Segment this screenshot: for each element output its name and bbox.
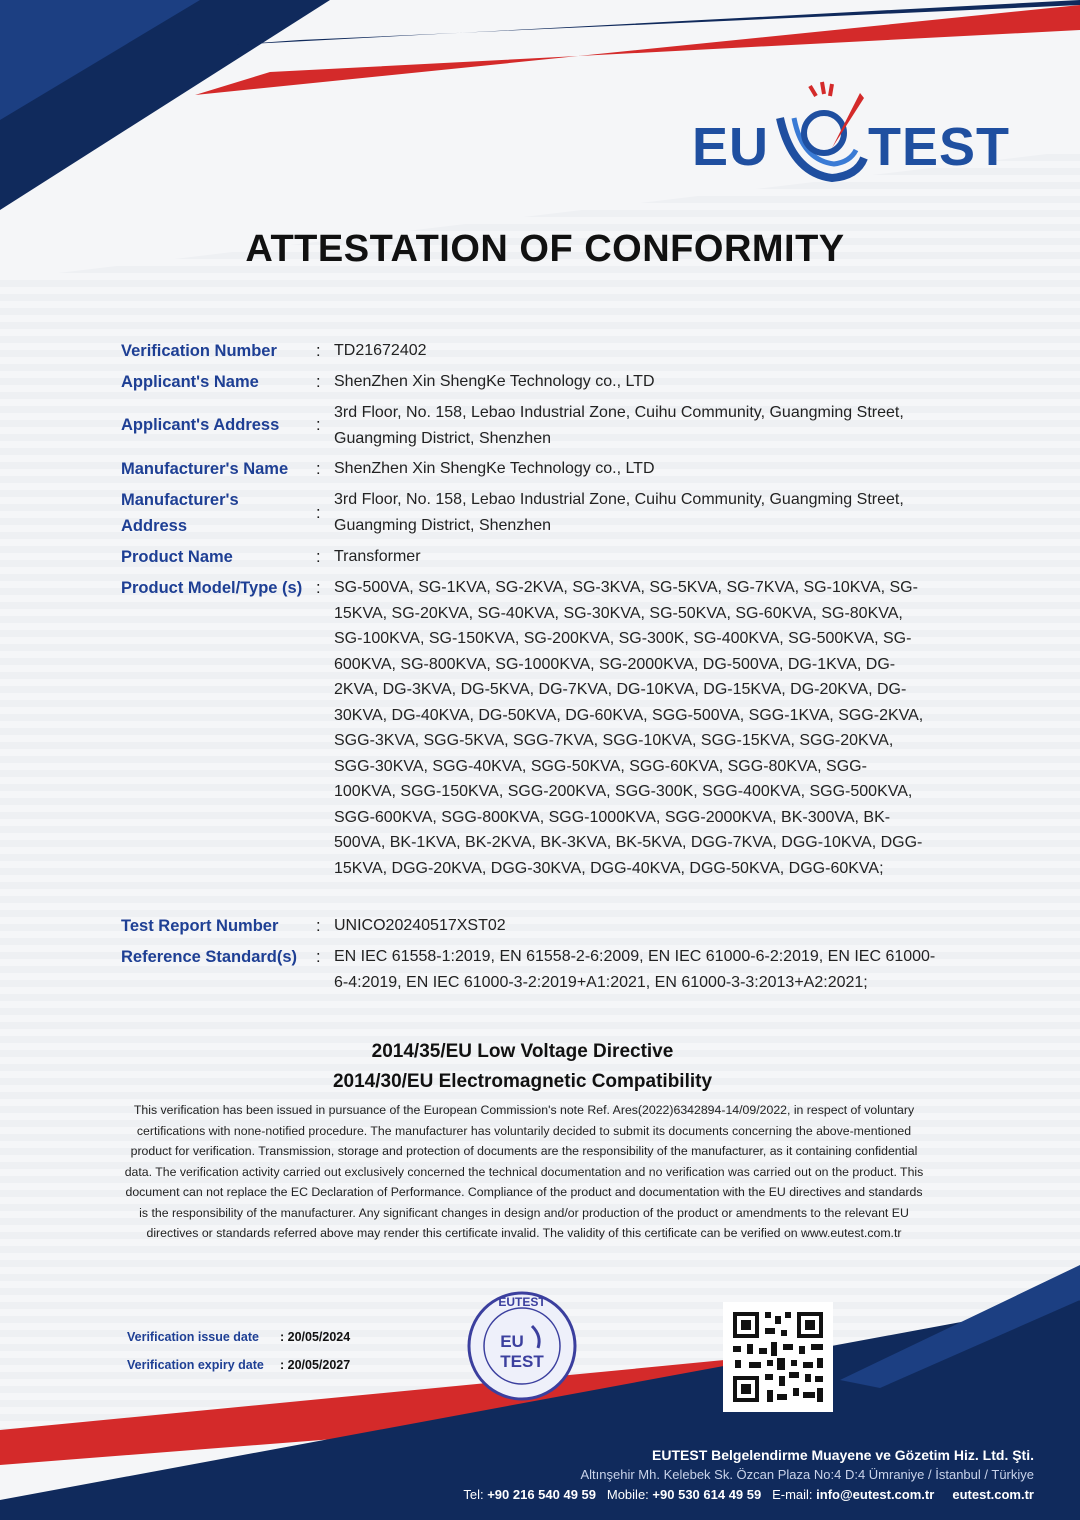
test-report-label: Test Report Number: [121, 917, 279, 935]
directive-emc: 2014/30/EU Electromagnetic Compatibility: [332, 1071, 713, 1092]
logo-text-eu: EU: [692, 117, 770, 177]
colon: :: [316, 373, 321, 391]
manufacturer-address-value: 3rd Floor, No. 158, Lebao Industrial Zone, Cuihu Community, Guangming Street, Guangming District, Shenzhen: [334, 491, 904, 534]
footer-tel[interactable]: +90 216 540 49 59: [487, 1487, 597, 1502]
certificate-title: ATTESTATION OF CONFORMITY: [245, 228, 845, 270]
footer-mobile[interactable]: +90 530 614 49 59: [652, 1487, 762, 1502]
footer-address: Altınşehir Mh. Kelebek Sk. Özcan Plaza No:4 D:4 Ümraniye / İstanbul / Türkiye: [580, 1467, 1034, 1482]
product-model-value: SG-500VA, SG-1KVA, SG-2KVA, SG-3KVA, SG-5KVA, SG-7KVA, SG-10KVA, SG-15KVA, SG-20KVA, SG-40KVA, SG-30KVA, SG-50KVA, SG-60KVA, SG-80KVA, SG-100KVA, SG-150KVA, SG-200KVA, SG-300K, SG-400KVA, SG-500KVA, SG-600KVA, SG-800KVA, SG-1000KVA, SG-2000KVA, DG-500VA, DG-1KVA, DG-2KVA, DG-3KVA, DG-5KVA, DG-7KVA, DG-10KVA, DG-15KVA, DG-20KVA, DG-30KVA, DG-40KVA, DG-50KVA, DG-60KVA, SGG-500VA, SGG-1KVA, SGG-2KVA, SGG-3KVA, SGG-5KVA, SGG-7KVA, SGG-10KVA, SGG-15KVA, SGG-20KVA, SGG-30KVA, SGG-40KVA, SGG-50KVA, SGG-60KVA, SGG-80KVA, SGG-100KVA, SGG-150KVA, SGG-200KVA, SGG-300K, SGG-400KVA, SGG-500KVA, SGG-600KVA, SGG-800KVA, SGG-1000KVA, SGG-2000KVA, BK-300VA, BK-500VA, BK-1KVA, BK-2KVA, BK-3KVA, BK-5KVA, DGG-7KVA, DGG-10KVA, DGG-15KVA, DGG-20KVA, DGG-30KVA, DGG-40KVA, DGG-50KVA, DGG-60KVA;: [334, 579, 924, 877]
applicant-address-value: 3rd Floor, No. 158, Lebao Industrial Zone, Cuihu Community, Guangming Street, Guangming District, Shenzhen: [334, 404, 904, 447]
product-name-value: Transformer: [334, 548, 421, 565]
footer-website[interactable]: eutest.com.tr: [952, 1487, 1034, 1502]
product-model-label: Product Model/Type (s): [121, 579, 303, 597]
applicant-address-label: Applicant's Address: [121, 416, 280, 434]
footer-tel-label: Tel:: [463, 1487, 484, 1502]
applicant-name-value: ShenZhen Xin ShengKe Technology co., LTD: [334, 373, 655, 390]
issue-date-label: Verification issue date: [127, 1330, 259, 1344]
reference-standards-value: EN IEC 61558-1:2019, EN 61558-2-6:2009, EN IEC 61000-6-2:2019, EN IEC 61000-6-4:2019, EN IEC 61000-3-2:2019+A1:2021, EN 61000-3-3:2013+A2:2021;: [334, 948, 936, 991]
colon: :: [316, 416, 321, 434]
footer-mobile-label: Mobile:: [606, 1487, 649, 1502]
directive-lvd: 2014/35/EU Low Voltage Directive: [371, 1041, 674, 1062]
colon: :: [316, 548, 321, 566]
verification-number-value: TD21672402: [334, 342, 427, 359]
stamp-ring-text: EUTEST: [498, 1295, 546, 1309]
verification-qr-code[interactable]: [723, 1302, 833, 1412]
manufacturer-address-label-line2: Address: [121, 517, 188, 535]
official-stamp: [466, 1290, 578, 1402]
reference-standards-label: Reference Standard(s): [121, 948, 298, 966]
colon: :: [316, 460, 321, 478]
logo-emblem-icon: [772, 78, 868, 188]
colon: :: [316, 948, 321, 966]
footer-email[interactable]: info@eutest.com.tr: [816, 1487, 935, 1502]
manufacturer-name-value: ShenZhen Xin ShengKe Technology co., LTD: [334, 460, 655, 477]
logo-text-test: TEST: [868, 117, 1011, 177]
eutest-logo: [690, 78, 1010, 188]
test-report-value: UNICO20240517XST02: [334, 917, 506, 934]
colon: :: [316, 342, 321, 360]
disclaimer-paragraph: This verification has been issued in pursuance of the European Commission's note Ref. Ares(2022)6342894-14/09/2022, in respect of voluntary certifications with none-notified procedure. The manufacturer has voluntarily decided to submit its documents concerning the above-mentioned product for verification. Transmission, storage and protection of documents are the responsibility of the manufacturer, as it containing confidential data. The verification activity carried out exclusively concerned the technical documentation and no verification was carried out on the product. This document can not replace the EC Declaration of Performance. Compliance of the product and documentation with the EU directives and standards is the responsibility of the manufacturer. Any significant changes in design and/or production of the product or amendments to the relevant EU directives or standards referred above may render this certificate invalid. The validity of this certificate can be verified on www.eutest.com.tr: [124, 1103, 924, 1240]
verification-number-label: Verification Number: [121, 342, 277, 360]
footer-company: EUTEST Belgelendirme Muayene ve Gözetim Hiz. Ltd. Şti.: [652, 1447, 1034, 1463]
colon: :: [316, 917, 321, 935]
footer-contact: [463, 1487, 1034, 1502]
product-name-label: Product Name: [121, 548, 233, 566]
applicant-name-label: Applicant's Name: [121, 373, 259, 391]
manufacturer-address-label-line1: Manufacturer's: [121, 491, 239, 509]
manufacturer-name-label: Manufacturer's Name: [121, 460, 289, 478]
colon: :: [316, 504, 321, 522]
expiry-date-label: Verification expiry date: [127, 1358, 264, 1372]
issue-date-value: : 20/05/2024: [280, 1330, 351, 1344]
colon: :: [316, 579, 321, 597]
stamp-center-top: EU: [500, 1332, 524, 1351]
footer-email-label: E-mail:: [772, 1487, 813, 1502]
expiry-date-value: : 20/05/2027: [280, 1358, 351, 1372]
stamp-center-bottom: TEST: [500, 1352, 544, 1371]
